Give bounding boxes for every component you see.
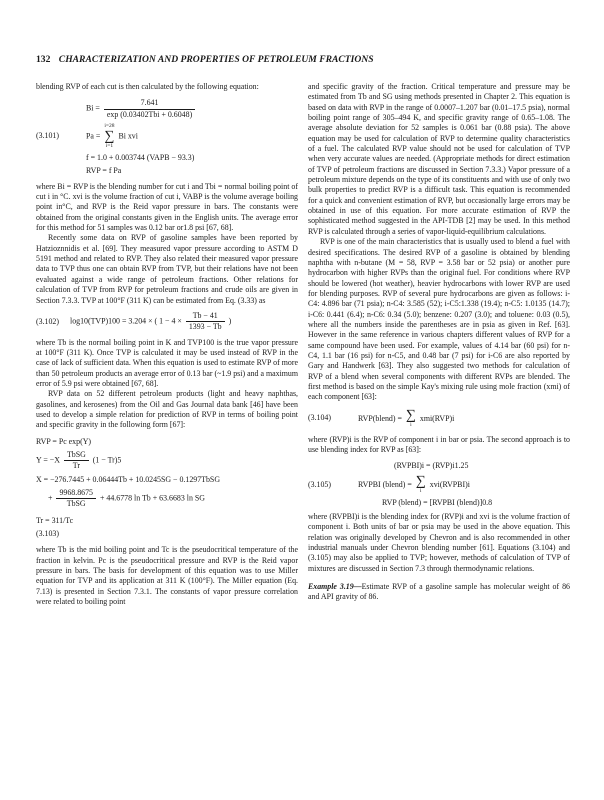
eq-text: f = 1.0 + 0.003744 (VAPB − 93.3): [86, 153, 195, 163]
equation-rvp: [36, 166, 298, 176]
eq-denominator: exp (0.03402Tbi + 0.6048): [106, 109, 193, 119]
equation-number: (3.104): [308, 413, 332, 423]
eq-lhs: Bi =: [86, 104, 100, 113]
equation-number: (3.101): [36, 131, 60, 141]
eq-rhs: Bi xvi: [118, 131, 138, 141]
eq-rhs: xmi(RVP)i: [419, 413, 455, 423]
eq-Y: [36, 450, 298, 472]
paragraph: RVP is one of the main characteristics that is usually used to blend a fuel with desired specifications. The desired RVP of a gasoline is obtained by blending naphtha with n-butane (M = 58, RVP = 3.58 bar or 52 psia) or another pure hydrocarbon with higher RVPs than the original fuel. For conditions where RVP should be lowered (hot weather), heavier hydrocarbons with lower RVP are used for blending purposes. RVP of several pure hydrocarbons are given as follows: i-C4: 4.896 bar (71 psia); n-C4: 3.585 (52); i-C5:1.338 (19.4); n-C5: 1.0135 (14.7); i-C6: 0.441 (6.4); n-C6: 0.34 (5.0); benzene: 0.207 (3.0); and toluene: 0.03 (0.5), where all the numbers inside the parentheses are in psia as given in Ref. [63]. However in the same reference in various chapters different values of RVP for a same compound have been used. For example, values of 4.14 bar (60 psi) for n-C4, 1.1 bar (16 psi) for n-C5, and 0.48 bar (7 psi) for i-C6 are also reported by Gary and Handwerk [63]. They also suggested two methods for calculation of RVP of a blend when several components with different RVPs are blended. The first method is based on the simple Kay's mixing rule using mole fraction (xmi) of each component [63]:: [308, 237, 570, 402]
paragraph: where (RVPBI)i is the blending index for (RVP)i and xvi is the volume fraction of component i. Both units of bar or psia may be used in the above equation. This relation was originally developed by Chevron and is also recommended in other industrial manuals under Chevron blending number [61]. Equations (3.104) and (3.105) may also be applied to TVP; however, methods of calculation of TVP of mixtures are discussed in Section 7.3 through thermodynamic relations.: [308, 512, 570, 573]
equation-group-3103: [36, 437, 298, 540]
equation-number: (3.103): [36, 529, 60, 539]
eq-fraction: [104, 98, 195, 120]
eq-numerator: 9968.8675: [56, 488, 96, 499]
equation-3105: [308, 475, 570, 495]
example-paragraph: [308, 582, 570, 603]
running-title: CHARACTERIZATION AND PROPERTIES OF PETROLEUM FRACTIONS: [58, 54, 374, 65]
eq-numerator: 7.641: [104, 98, 195, 109]
eq-rhs: + 44.6778 ln Tb + 63.6683 ln SG: [99, 493, 205, 503]
eq-plus: +: [48, 493, 53, 503]
equation-number: (3.105): [308, 479, 332, 489]
eq-lhs: Pa =: [86, 131, 101, 141]
summation-symbol: ∑ i: [415, 473, 426, 494]
paragraph: where Bi = RVP is the blending number for cut i and Tbi = normal boiling point of cut i in °C. xvi is the volume fraction of cut i, VABP is the volume average boiling point in°C, and RVP is the Reid vapor pressure in bars. The constants were obtained from the original constants given in the English units. The average error for this method for 51 samples was 0.12 bar or1.8 psi [67, 68].: [36, 181, 298, 233]
eq-line: RVP (blend) = [RVPBI (blend)]0.8: [382, 497, 493, 507]
example-text: Estimate RVP of a gasoline sample has molecular weight of 86 and API gravity of 86.: [308, 582, 570, 602]
eq-X: X = −276.7445 + 0.06444Tb + 10.0245SG − 0.1297TbSG: [36, 474, 221, 484]
summation-symbol: ∑ i: [405, 407, 416, 428]
paragraph: where (RVP)i is the RVP of component i in bar or psia. The second approach is to use blending index for RVP as [63]:: [308, 434, 570, 454]
equation-f: [36, 153, 298, 163]
equation-group-3105: [308, 461, 570, 508]
eq-fraction: [64, 450, 89, 472]
right-column: [308, 82, 570, 603]
eq-rhs: xvi(RVPBI)i: [429, 479, 470, 489]
paragraph: where Tb is the normal boiling point in K and TVP100 is the true vapor pressure at 100°F (311 K). Once TVP is calculated it may be used instead of RVP in the case of lack of sufficient data. When this equation is used to estimate RVP of more than 50 petroleum products an average error of 0.13 bar (~1.9 psi) and a maximum error of 5.9 psi were obtained [67, 68].: [36, 337, 298, 388]
eq-lhs: log10(TVP)100 = 3.204 × ( 1 − 4 ×: [70, 316, 182, 326]
eq-denominator: Tr: [72, 461, 80, 471]
sum-lower-limit: i: [420, 487, 422, 494]
sum-lower-limit: i: [410, 421, 412, 428]
eq-text: RVP = f Pa: [86, 166, 122, 176]
eq-lhs: RVP(blend) =: [358, 413, 402, 423]
paragraph: Recently some data on RVP of gasoline samples have been reported by Hatzioznnidis et al. [69]. They measured vapor pressure according to ASTM D 5191 method and related to RVP. They also related their measured vapor pressure data to TVP thus one can obtain RVP from TVP, but their relations have not been evaluated against a wide range of petroleum fractions. Other relations for calculation of TVP from RVP for petroleum fractions and crude oils are given in Section 7.3.3. TVP at 100°F (311 K) can be estimated from Eq. (3.33) as: [36, 233, 298, 305]
equation-Bi: [36, 98, 298, 120]
eq-close-paren: ): [228, 316, 232, 326]
left-column: [36, 82, 298, 607]
paragraph: and specific gravity of the fraction. Critical temperature and pressure may be estimated from Tb and SG using methods presented in Chapter 2. This equation is based on data with RVP in the range of 0.0007–1.207 bar (0.01–17.5 psia), normal boiling point range of 305–494 K, and specific gravity range of 0.65–1.08. The average absolute deviation for 52 samples is 0.061 bar (0.88 psia). The above equation may be used for calculation of RVP to determine quality characteristics of a fuel. The calculated RVP value should not be used for calculation of TVP when very accurate values are needed. (Appropriate methods for direct estimation of TVP of petroleum fractions are discussed in Section 7.3.3.) Vapor pressure of a petroleum mixture depends on the type of its constituents and with use of only two bulk properties to predict RVP is a difficult task. This equation is recommended for a quick and convenient estimation of RVP, but occasionally large errors may be obtained in use of this equation. For more accurate estimation of RVP the sophisticated method suggested in the API-TDB [2] may be used. In this method RVP is calculated through a series of vapor-liquid-equilibrium calculations.: [308, 82, 570, 236]
eq-fraction: [56, 488, 96, 510]
equation-3101: [36, 123, 298, 150]
eq-X-cont: [48, 488, 298, 510]
eq-rhs: (1 − Tr)5: [92, 455, 122, 465]
equation-number: (3.102): [36, 316, 60, 326]
equation-3104: [308, 409, 570, 429]
eq-numerator: TbSG: [64, 450, 89, 461]
eq-lhs: RVPBI (blend) =: [358, 479, 412, 489]
page-number: 132: [36, 54, 51, 65]
eq-denominator: TbSG: [66, 499, 86, 509]
eq-line: (RVPBI)i = (RVP)i1.25: [394, 461, 469, 471]
sum-upper-limit: i=28: [104, 123, 115, 130]
eq-denominator: 1393 − Tb: [188, 322, 222, 332]
example-title: Example 3.19—: [308, 582, 362, 592]
eq-lhs: Y = −X: [36, 455, 60, 465]
eq-fraction: [186, 311, 225, 333]
paragraph: blending RVP of each cut is then calculated by the following equation:: [36, 82, 259, 91]
sum-lower-limit: i=1: [105, 143, 114, 150]
eq-rvp-exp: RVP = Pc exp(Y): [36, 436, 92, 446]
paragraph: where Tb is the mid boiling point and Tc is the pseudocritical temperature of the fraction in kelvin. Pc is the pseudocritical pressure and RVP is the Reid vapor pressure in bars. The basis for development of this equation was to use Miller equation for TVP and its application at 311 K (100°F). The Miller equation (Eq. 7.13) is presented in Section 7.3.1. The constants of vapor pressure correlation were related to boiling point: [36, 545, 298, 607]
running-header: [36, 54, 576, 65]
paragraph: RVP data on 52 different petroleum products (light and heavy naphthas, gasolines, and kerosenes) from the Oil and Gas Journal data bank [46] have been used to develop a simple relation for prediction of RVP in terms of boiling point and specific gravity in the following form [67]:: [36, 389, 298, 430]
eq-Tr: Tr = 311/Tc: [36, 515, 74, 525]
equation-3102: [36, 311, 298, 333]
summation-symbol: i=28 ∑ i=1: [104, 123, 115, 150]
eq-numerator: Tb − 41: [186, 311, 225, 322]
